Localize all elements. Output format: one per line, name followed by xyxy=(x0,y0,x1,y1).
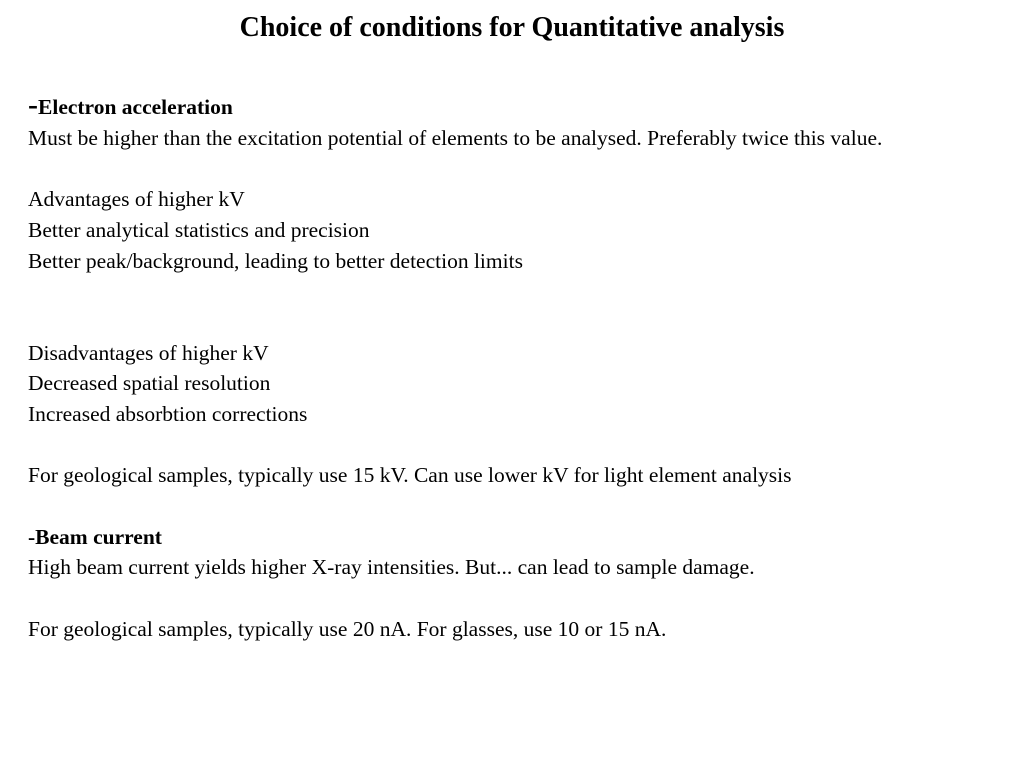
spacer xyxy=(28,153,998,184)
advantages-heading: Advantages of higher kV xyxy=(28,187,245,212)
advantage-item: Better analytical statistics and precision xyxy=(28,217,370,242)
kv-note: For geological samples, typically use 15 kV. Can use lower kV for light element analysis xyxy=(28,463,792,488)
spacer xyxy=(28,491,998,522)
advantage-item: Better peak/background, leading to better detection limits xyxy=(28,248,523,273)
slide-title: Choice of conditions for Quantitative analysis xyxy=(239,12,785,43)
slide-body xyxy=(28,88,998,645)
beam-note: For geological samples, typically use 20 nA. For glasses, use 10 or 15 nA. xyxy=(28,616,667,641)
spacer xyxy=(28,276,998,337)
beam-current-description: High beam current yields higher X-ray intensities. But... can lead to sample damage. xyxy=(28,555,755,580)
electron-acceleration-description: Must be higher than the excitation potential of elements to be analysed. Preferably twice this value. xyxy=(28,125,883,150)
spacer xyxy=(28,583,998,614)
electron-acceleration-label: Electron acceleration xyxy=(38,95,233,119)
disadvantage-item: Increased absorbtion corrections xyxy=(28,402,308,426)
beam-current-heading: -Beam current xyxy=(28,524,162,549)
disadvantage-item: Decreased spatial resolution xyxy=(28,371,271,396)
heading-dash: - xyxy=(28,88,38,121)
spacer xyxy=(28,430,998,461)
electron-acceleration-heading xyxy=(28,88,998,123)
disadvantages-heading: Disadvantages of higher kV xyxy=(28,340,269,365)
